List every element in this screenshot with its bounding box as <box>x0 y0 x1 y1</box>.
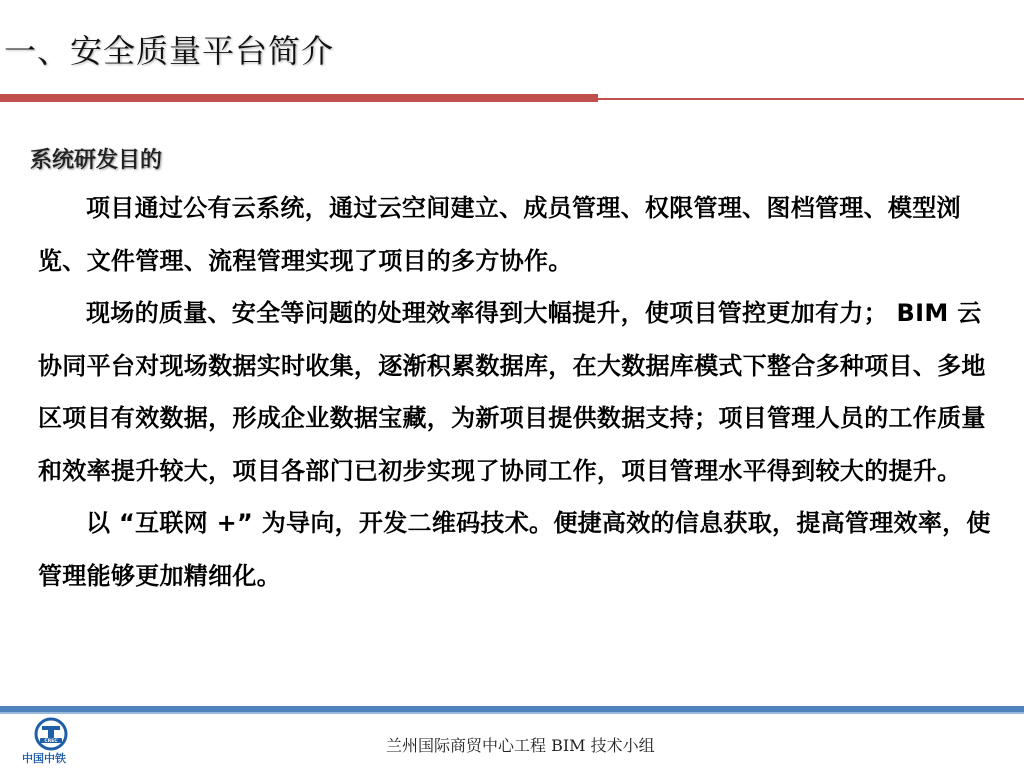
footer-bar-accent <box>0 712 1024 714</box>
slide-title: 一、安全质量平台简介 <box>4 32 335 70</box>
section-heading: 系统研发目的 <box>30 148 163 173</box>
body-text <box>38 182 1000 602</box>
logo-text: 中国中铁 <box>22 752 66 765</box>
title-divider-thin <box>598 98 1024 100</box>
title-divider <box>0 94 598 102</box>
svg-text:CREC: CREC <box>44 739 58 744</box>
paragraph-efficiency: 现场的质量、安全等问题的处理效率得到大幅提升，使项目管控更加有力； BIM 云协同平台对现场数据实时收集，逐渐积累数据库，在大数据库模式下整合多种项目、多地区项目有效数据，形成企业数据宝藏，为新项目提供数据支持；项目管理人员的工作质量和效率提升较大，项目各部门已初步实现了协同工作，项目管理水平得到较大的提升。 <box>38 299 986 485</box>
footer-caption: 兰州国际商贸中心工程 BIM 技术小组 <box>386 736 655 755</box>
paragraph-collaboration: 项目通过公有云系统，通过云空间建立、成员管理、权限管理、图档管理、模型浏览、文件管理、流程管理实现了项目的多方协作。 <box>38 194 961 275</box>
paragraph-qr-code: 以 “互联网 +” 为导向，开发二维码技术。便捷高效的信息获取，提高管理效率，使管理能够更加精细化。 <box>38 509 991 590</box>
